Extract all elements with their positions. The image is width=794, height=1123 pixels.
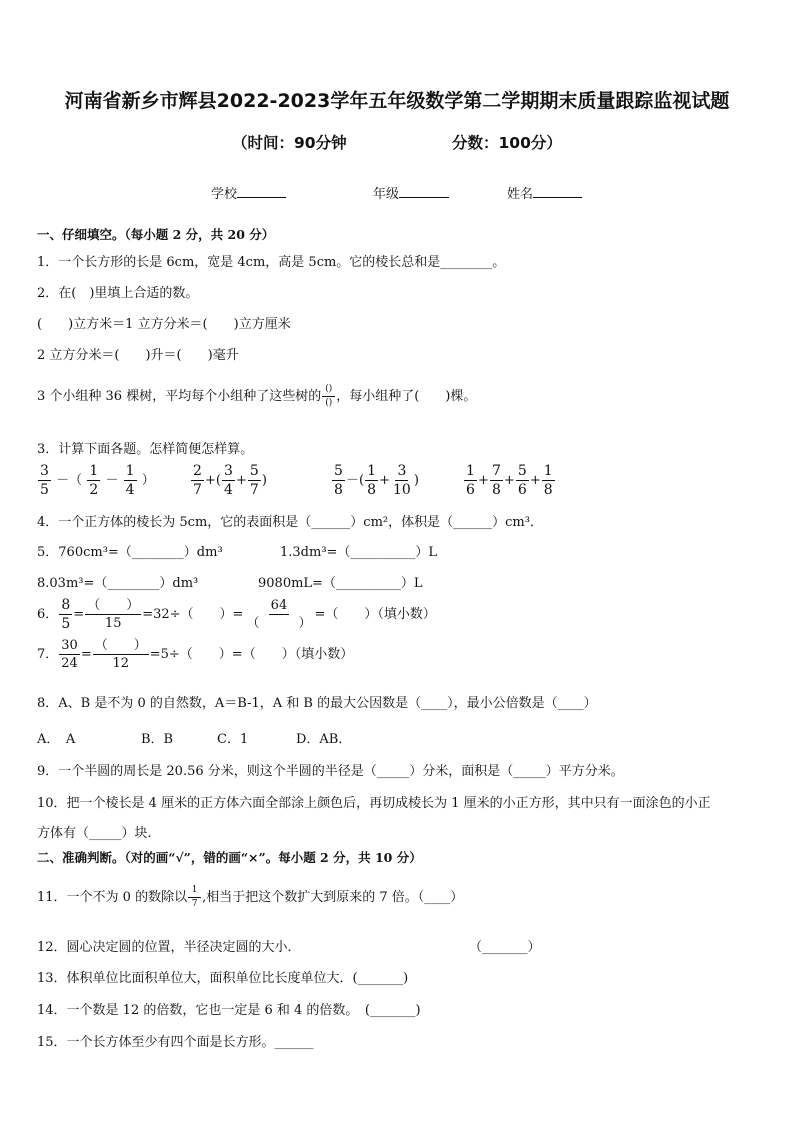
- fraction: [464, 464, 477, 497]
- numerator: 5: [516, 464, 529, 481]
- question-2b: 2 立方分米＝( )升＝( )毫升: [37, 348, 239, 363]
- question-2: 2．在( )里填上合适的数。: [37, 286, 199, 301]
- paren-open: (: [215, 473, 221, 488]
- numerator: 1: [365, 464, 378, 481]
- fraction: [87, 464, 100, 497]
- denominator: 8: [334, 482, 343, 498]
- numerator-blank: （ ）: [94, 638, 147, 653]
- q8-option-c: C．1: [217, 732, 249, 747]
- question-5a: 5．760cm³=（________）dm³: [37, 545, 223, 560]
- q8-option-b: B．B: [141, 732, 174, 747]
- fraction: [490, 464, 503, 497]
- denominator: 5: [40, 482, 49, 498]
- fraction: [124, 464, 137, 497]
- denominator: 8: [543, 482, 553, 498]
- paren-close: ): [413, 473, 419, 488]
- question-7: [37, 639, 353, 670]
- operator: －: [56, 473, 70, 488]
- question-2c: [37, 385, 476, 408]
- equals: =: [73, 607, 85, 622]
- fraction: [59, 598, 72, 631]
- operator: +: [478, 473, 489, 488]
- numerator: 1: [188, 886, 201, 898]
- operator: －: [105, 473, 119, 488]
- paren-open: (: [359, 473, 365, 488]
- numerator-blank: （ ）: [87, 598, 140, 613]
- numerator: 1: [464, 464, 477, 481]
- question-10-line1: 10．把一个棱长是 4 厘米的正方体六面全部涂上颜色后，再切成棱长为 1 厘米的小正方形，其中只有一面涂色的小正: [37, 796, 711, 811]
- denominator: 4: [125, 482, 135, 498]
- paren-close: ）: [141, 473, 155, 488]
- question-8: 8．A、B 是不为 0 的自然数，A＝B-1，A 和 B 的最大公因数是（____），最小公倍数是（____）: [37, 696, 597, 711]
- q12-answer-blank: （_______）: [469, 940, 541, 955]
- page-title: 河南省新乡市辉县2022-2023学年五年级数学第二学期期末质量跟踪监视试题: [64, 90, 730, 112]
- q6-middle: =32÷（ ）=: [142, 607, 244, 622]
- question-14: 14．一个数是 12 的倍数，它也一定是 6 和 4 的倍数。 (_______): [37, 1003, 421, 1018]
- q7-end: =5÷（ ）=（ ）（填小数）: [149, 647, 354, 662]
- name-field: [507, 183, 582, 202]
- operator: －: [346, 473, 360, 488]
- fraction: [365, 464, 378, 497]
- denominator: 8: [491, 482, 501, 498]
- denominator-blank: （ ）: [246, 616, 312, 631]
- paren-close: ): [261, 473, 267, 488]
- fraction: [391, 464, 413, 497]
- fraction: [332, 464, 345, 497]
- paren-open: （: [69, 473, 83, 488]
- operator: +: [529, 473, 541, 488]
- section2-heading: 二、准确判断。（对的画“√”，错的画“×”。每小题 2 分，共 10 分）: [37, 850, 422, 865]
- q2c-fraction: [322, 385, 335, 408]
- grade-label: 年级: [373, 187, 400, 202]
- time-label: （时间：90分钟: [232, 134, 347, 152]
- fraction: [248, 464, 261, 497]
- q6-end: =（ ）（填小数）: [314, 607, 436, 622]
- question-12: 12．圆心决定圆的位置，半径决定圆的大小．: [37, 940, 301, 955]
- q2c-numerator: (): [322, 385, 335, 397]
- numerator: 3: [222, 464, 235, 481]
- fraction: [542, 464, 555, 497]
- fraction: [38, 464, 51, 497]
- question-13: 13．体积单位比面积单位大，面积单位比长度单位大．(_______): [37, 971, 409, 986]
- calc-expression-1: [37, 464, 155, 497]
- question-5b: 1.3dm³=（__________）L: [280, 545, 438, 560]
- fraction: [222, 464, 235, 497]
- fraction: [59, 639, 80, 670]
- question-6: [37, 598, 436, 631]
- denominator: 8: [367, 482, 377, 498]
- q8-option-a: A． A: [37, 732, 76, 747]
- school-label: 学校: [211, 187, 238, 202]
- q2c-denominator: (): [325, 398, 333, 408]
- operator: +: [503, 473, 515, 488]
- operator: +: [379, 473, 390, 488]
- q2c-text-post: ，每小组种了( )棵。: [336, 389, 477, 404]
- numerator: 5: [332, 464, 345, 481]
- numerator: 1: [124, 464, 137, 481]
- operator: +: [235, 473, 247, 488]
- name-label: 姓名: [507, 187, 534, 202]
- question-5d: 9080mL=（__________）L: [258, 576, 423, 591]
- denominator: 12: [112, 656, 130, 671]
- question-number: 7．: [37, 647, 59, 662]
- question-10-line2: 方体有（_____）块.: [37, 826, 152, 841]
- question-4: 4．一个正方体的棱长为 5cm，它的表面积是（______）cm²，体积是（______）cm³．: [37, 515, 543, 530]
- numerator: 5: [248, 464, 261, 481]
- q2c-text-pre: 3 个小组种 36 棵树，平均每个小组种了这些树的: [37, 389, 322, 404]
- numerator: 3: [38, 464, 51, 481]
- question-9: 9．一个半圆的周长是 20.56 分米，则这个半圆的半径是（_____）分米，面积是（_____）平方分米。: [37, 764, 624, 779]
- grade-field: [373, 183, 449, 202]
- score-label: 分数：100分）: [452, 134, 562, 152]
- operator: +: [205, 473, 216, 488]
- denominator: 7: [249, 482, 259, 498]
- denominator: 7: [193, 482, 202, 498]
- fraction: [93, 639, 149, 670]
- q11-text-post: ,相当于把这个数扩大到原来的 7 倍。（____）: [202, 890, 464, 905]
- denominator: 10: [393, 482, 411, 498]
- numerator: 8: [59, 598, 72, 615]
- fraction: [188, 886, 201, 909]
- question-15: 15．一个长方体至少有四个面是长方形。______: [37, 1035, 314, 1050]
- numerator: 2: [191, 464, 204, 481]
- numerator: 3: [395, 464, 408, 481]
- numerator: 64: [270, 598, 288, 613]
- question-2a: ( )立方米＝1 立方分米＝( )立方厘米: [37, 317, 291, 332]
- denominator: 7: [191, 899, 198, 909]
- school-blank: [237, 184, 286, 198]
- fraction: [191, 464, 204, 497]
- question-5c: 8.03m³=（________）dm³: [37, 576, 199, 591]
- calc-expression-3: [331, 464, 419, 497]
- equals: =: [80, 647, 92, 662]
- denominator: 6: [466, 482, 475, 498]
- question-number: 6．: [37, 607, 59, 622]
- denominator: 15: [104, 616, 122, 631]
- numerator: 7: [490, 464, 503, 481]
- numerator: 1: [87, 464, 100, 481]
- calc-expression-4: [463, 464, 556, 497]
- denominator: 4: [224, 482, 233, 498]
- grade-blank: [399, 184, 449, 198]
- fraction: [244, 599, 313, 630]
- q11-text-pre: 11．一个不为 0 的数除以: [37, 890, 188, 905]
- denominator: 5: [61, 616, 71, 632]
- section1-heading: 一、仔细填空。（每小题 2 分，共 20 分）: [37, 227, 275, 242]
- question-11: [37, 886, 463, 909]
- denominator: 24: [61, 656, 78, 671]
- denominator: 6: [517, 482, 527, 498]
- name-blank: [533, 184, 582, 198]
- q8-option-d: D．AB．: [296, 732, 352, 747]
- numerator: 1: [542, 464, 555, 481]
- question-3: 3．计算下面各题。怎样简便怎样算。: [37, 442, 254, 457]
- numerator: 30: [61, 638, 78, 653]
- school-field: [211, 183, 286, 202]
- denominator: 2: [89, 482, 99, 498]
- fraction: [516, 464, 529, 497]
- fraction: [85, 599, 141, 630]
- calc-expression-2: [190, 464, 267, 497]
- question-1: 1．一个长方形的长是 6cm，宽是 4cm，高是 5cm。它的棱长总和是________。: [37, 255, 506, 270]
